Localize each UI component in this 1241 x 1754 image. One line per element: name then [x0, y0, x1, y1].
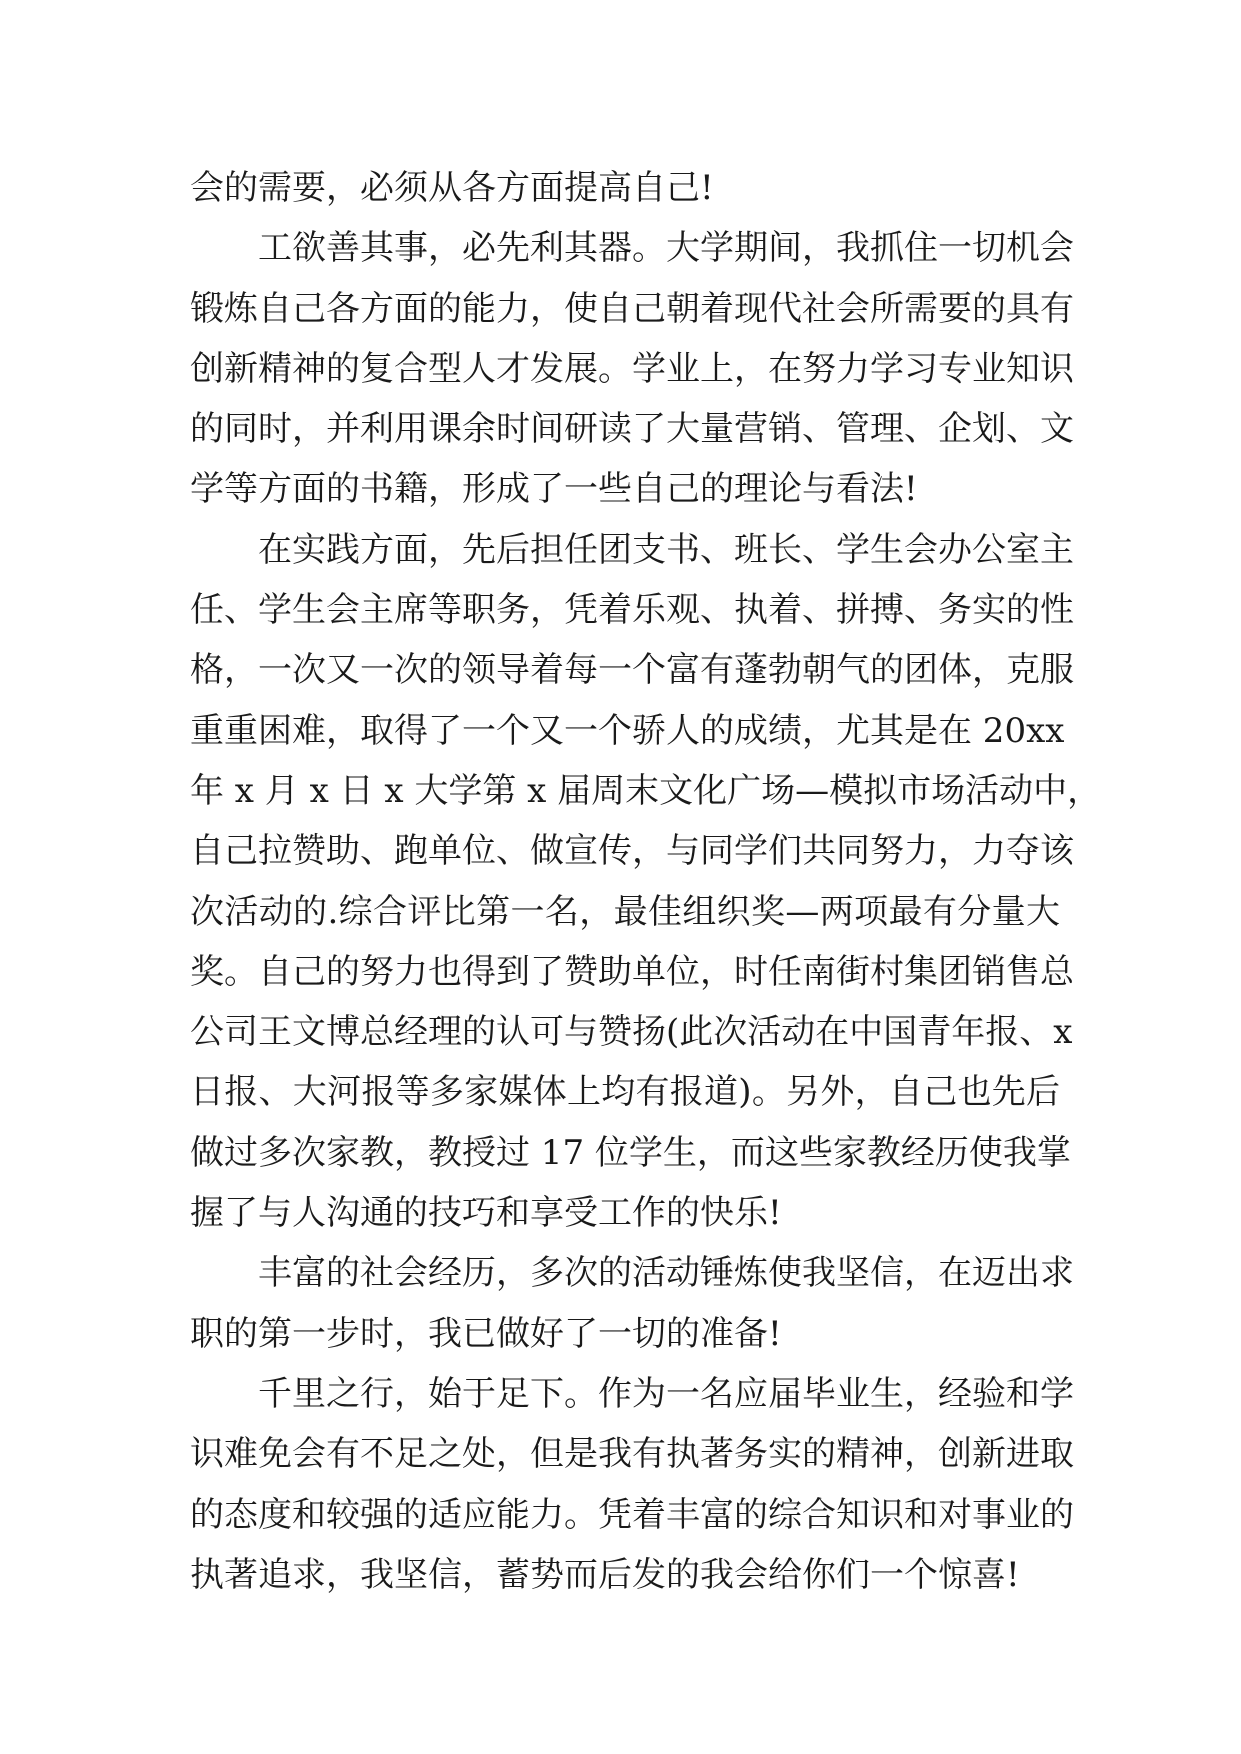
text-line: 次活动的.综合评比第一名，最佳组织奖—两项最有分量大: [190, 891, 1060, 932]
text-line: 年 x 月 x 日 x 大学第 x 届周末文化广场—模拟市场活动中，: [190, 770, 1102, 811]
text-line: 锻炼自己各方面的能力，使自己朝着现代社会所需要的具有: [190, 288, 1074, 329]
text-line: 的同时，并利用课余时间研读了大量营销、管理、企划、文: [190, 409, 1074, 450]
text-line: 创新精神的复合型人才发展。学业上，在努力学习专业知识: [190, 348, 1074, 389]
text-line: 格，一次又一次的领导着每一个富有蓬勃朝气的团体，克服: [190, 650, 1074, 691]
text-line: 握了与人沟通的技巧和享受工作的快乐!: [190, 1193, 782, 1234]
document-body: [190, 158, 1102, 1605]
text-line: 的态度和较强的适应能力。凭着丰富的综合知识和对事业的: [190, 1494, 1074, 1535]
text-line: 奖。自己的努力也得到了赞助单位，时任南街村集团销售总: [190, 951, 1074, 992]
text-line: 自己拉赞助、跑单位、做宣传，与同学们共同努力，力夺该: [190, 831, 1074, 872]
text-line: 识难免会有不足之处，但是我有执著务实的精神，创新进取: [190, 1434, 1074, 1475]
text-line: 任、学生会主席等职务，凭着乐观、执着、拼搏、务实的性: [190, 590, 1074, 631]
text-line: 千里之行，始于足下。作为一名应届毕业生，经验和学: [258, 1373, 1074, 1414]
text-line: 执著追求，我坚信，蓄势而后发的我会给你们一个惊喜!: [190, 1554, 1020, 1595]
text-line: 公司王文博总经理的认可与赞扬(此次活动在中国青年报、x: [190, 1012, 1073, 1053]
text-line: 职的第一步时，我已做好了一切的准备!: [190, 1313, 782, 1354]
text-line: 做过多次家教，教授过 17 位学生，而这些家教经历使我掌: [190, 1132, 1071, 1173]
text-line: 在实践方面，先后担任团支书、班长、学生会办公室主: [258, 529, 1074, 570]
text-line: 学等方面的书籍，形成了一些自己的理论与看法!: [190, 469, 918, 510]
text-line: 会的需要，必须从各方面提高自己!: [190, 168, 714, 208]
text-line: 工欲善其事，必先利其器。大学期间，我抓住一切机会: [258, 228, 1074, 269]
text-line: 日报、大河报等多家媒体上均有报道)。另外，自己也先后: [190, 1072, 1060, 1113]
text-line: 重重困难，取得了一个又一个骄人的成绩，尤其是在 20xx: [190, 710, 1065, 751]
text-line: 丰富的社会经历，多次的活动锤炼使我坚信，在迈出求: [258, 1253, 1074, 1294]
